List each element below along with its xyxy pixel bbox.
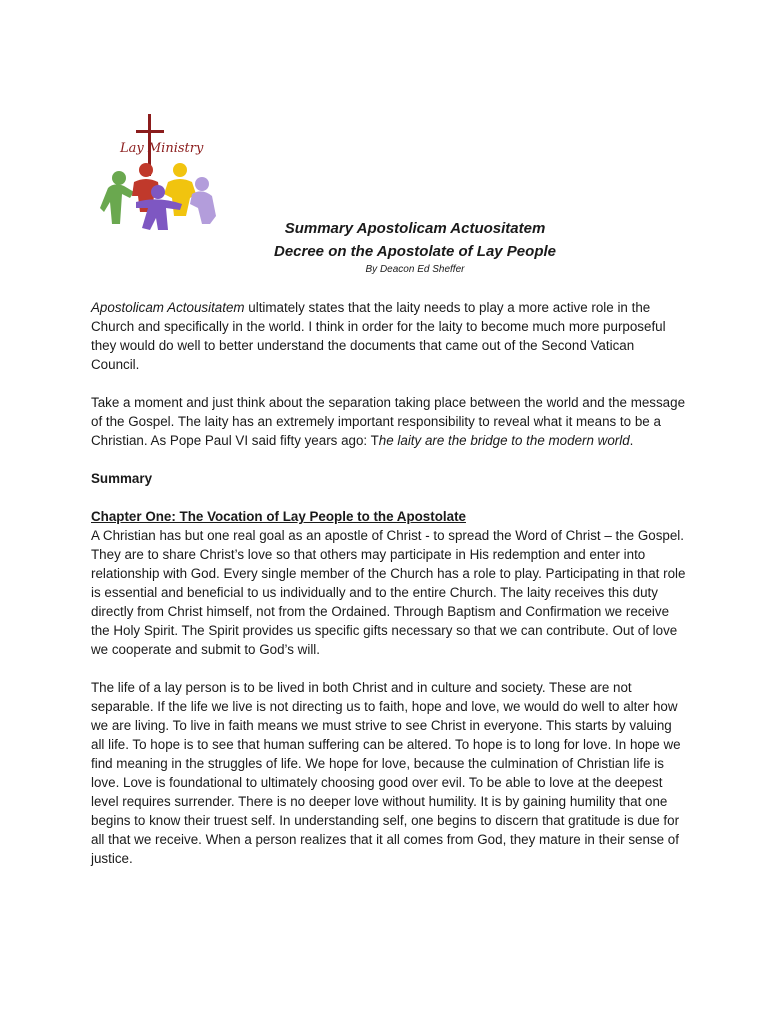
document-body (91, 298, 686, 887)
byline: By Deacon Ed Sheffer (365, 264, 465, 275)
paragraph-intro-text: ultimately states that the laity needs to play a more active role in the Church and specifically in the world. I think in order for the laity to become much more purposeful they would do well to better understand the documents that came out of the Second Vatican Council. (91, 300, 666, 372)
summary-heading: Summary (91, 471, 153, 486)
document-title: Summary Apostolicam Actuositatem (284, 220, 546, 237)
paragraph-quote (91, 393, 686, 450)
paragraph-quote-end: . (629, 433, 634, 448)
lay-ministry-logo (100, 112, 222, 234)
paragraph-quote-italic: he laity are the bridge to the modern world (378, 433, 630, 448)
paragraph-lay-life: The life of a lay person is to be lived in both Christ and in culture and society. These are not separable. If the life we live is not directing us to faith, hope and love, we would do well to alter how we are living. To live in faith means we must strive to see Christ in everyone. This starts by valuing all life. To hope is to see that human suffering can be altered. To hope is to long for love. In hope we find meaning in the struggles of life. We hope for love, because the culmination of Christian life is love. Love is foundational to ultimately choosing good over evil. To be able to love at the deepest level requires surrender. There is no deeper love without humility. It is by gaining humility that one begins to know their truest self. In understanding self, one begins to discern that gratitude is due for all that we receive. When a person realizes that it all comes from God, they mature in their sense of justice. (91, 680, 681, 866)
paragraph-intro (91, 298, 686, 374)
logo-text: Lay Ministry (120, 141, 204, 156)
paragraph-chapter-one: A Christian has but one real goal as an apostle of Christ - to spread the Word of Christ – the Gospel. They are to share Christ’s love so that others may participate in His redemption and enter into relationship with God. Every single member of the Church has a role to play. Participating in that role is essential and beneficial to us individually and to the entire Church. The laity receives this duty directly from Christ himself, not from the Ordained. Through Baptism and Confirmation we receive the Holy Spirit. The Spirit provides us specific gifts necessary so that we can contribute. Out of love we cooperate and submit to God’s will. (91, 528, 686, 657)
paragraph-quote-text: Take a moment and just think about the separation taking place between the world and the message of the Gospel. The laity has an extremely important responsibility to reveal what it means to be a Christian. As Pope Paul VI said fifty years ago: T (91, 395, 686, 448)
chapter-heading: Chapter One: The Vocation of Lay People to the Apostolate (91, 509, 466, 524)
paragraph-intro-italic: Apostolicam Actousitatem (91, 300, 245, 315)
cross-horizontal (136, 130, 164, 133)
document-subtitle: Decree on the Apostolate of Lay People (273, 243, 556, 260)
